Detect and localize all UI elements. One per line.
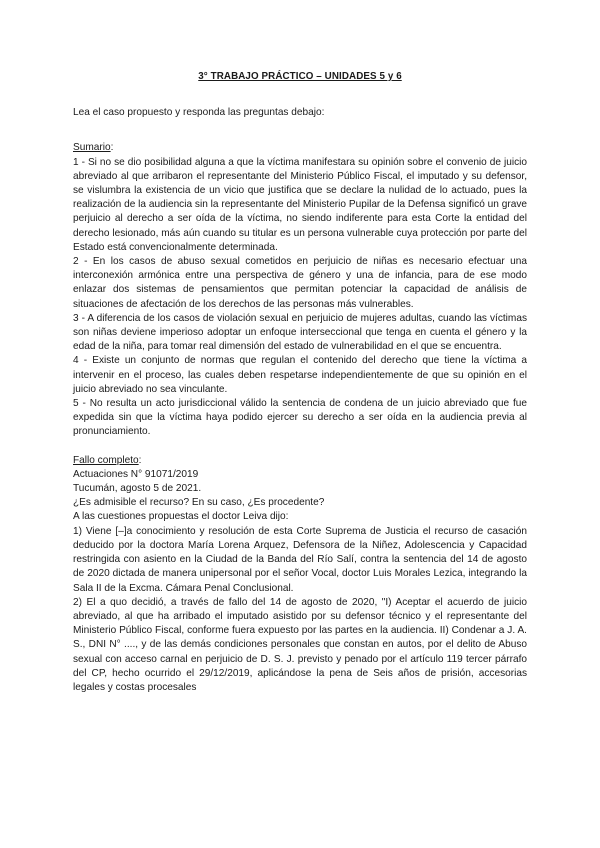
intro-text: Lea el caso propuesto y responda las preguntas debajo: <box>73 107 325 119</box>
summary-item-4: 4 - Existe un conjunto de normas que regulan el contenido del derecho que tiene la víctima a intervenir en el proceso, las cuales deben respetarse independientemente de que su opinión en el juicio abreviado no sea vinculante. <box>73 355 527 395</box>
fallo-heading: Fallo completo <box>73 454 139 466</box>
fallo-paragraphs <box>73 525 527 695</box>
summary-item-1: 1 - Si no se dio posibilidad alguna a que la víctima manifestara su opinión sobre el convenio de juicio abreviado al que arribaron el representante del Ministerio Público Fiscal, el imputado y su defensor, se vislumbra la existencia de un vicio que justifica que se declare la nulidad de lo actuado, pues la realización de la audiencia sin la representante del Ministerio Pupilar de la Defensa significó un grave perjuicio al derecho a ser oída de la víctima, no siendo indiferente para esta Corte la entidad del derecho lesionado, más aún cuando su titular es un persona vulnerable cuya protección por parte del Estado está convencionalmente determinada. <box>73 156 527 253</box>
summary-heading: Sumario <box>73 142 111 154</box>
document-body <box>73 70 527 695</box>
fallo-paragraph-1: 1) Viene [–]a conocimiento y resolución de esta Corte Suprema de Justicia el recurso de casación deducido por la doctora María Lorena Arquez, Defensora de la Niñez, Adolescencia y Capacidad restringida con asiento en la Ciudad de la Banda del Río Salí, contra la sentencia del 14 de agosto de 2020 dictada de manera unipersonal por el señor Vocal, doctor Luis Morales Lezica, integrando la Sala II de la Excma. Cámara Penal Conclusional. <box>73 525 527 594</box>
summary-heading-colon: : <box>110 142 114 154</box>
fallo-heading-colon: : <box>138 454 142 466</box>
case-number: Actuaciones N° 91071/2019 <box>73 468 199 480</box>
summary-item-2: 2 - En los casos de abuso sexual cometidos en perjuicio de niñas es necesario efectuar una interconexión armónica entre una perspectiva de género y una de infancia, para de ese modo enlazar dos sistemas de pensamientos que permitan potenciar la capacidad de análisis de situaciones de afectación de los derechos de las personas más vulnerables. <box>73 256 527 310</box>
summary-list <box>73 156 527 440</box>
fallo-paragraph-2: 2) El a quo decidió, a través de fallo del 14 de agosto de 2020, "I) Aceptar el acuerdo de juicio abreviado, al que ha arribado el imputado asistido por su defensor técnico y el representante del Ministerio Público Fiscal, conforme fuera expuesto por las partes en la audiencia. II) Condenar a J. A. S., DNI N° ...., y de las demás condiciones personales que constan en autos, por el delito de Abuso sexual con acceso carnal en perjuicio de D. S. J. previsto y penado por el artículo 119 tercer párrafo del CP, hecho ocurrido el 29/12/2019, aplicándose la pena de Seis años de prisión, accesorias legales y costas procesales <box>73 596 527 693</box>
case-date: Tucumán, agosto 5 de 2021. <box>73 483 202 495</box>
case-question: ¿Es admisible el recurso? En su caso, ¿Es procedente? <box>73 497 325 509</box>
document-title: 3° TRABAJO PRÁCTICO – UNIDADES 5 y 6 <box>198 71 402 82</box>
summary-item-5: 5 - No resulta un acto jurisdiccional válido la sentencia de condena de un juicio abreviado que fue expedida sin que la víctima haya podido ejercer su derecho a ser oída en la audiencia previa al pronunciamiento. <box>73 398 527 438</box>
fallo-header-lines <box>73 468 527 525</box>
fallo-heading-line <box>73 454 527 468</box>
summary-item-3: 3 - A diferencia de los casos de violación sexual en perjuicio de mujeres adultas, cuando las víctimas son niñas deviene imperioso adoptar un enfoque interseccional que tenga en cuenta el género y la edad de la niña, para tomar real dimensión del estado de vulnerabilidad en el que se encuentra. <box>73 312 527 353</box>
section-gap <box>73 440 527 454</box>
case-speaker: A las cuestiones propuestas el doctor Leiva dijo: <box>73 511 289 523</box>
summary-heading-line <box>73 141 527 155</box>
